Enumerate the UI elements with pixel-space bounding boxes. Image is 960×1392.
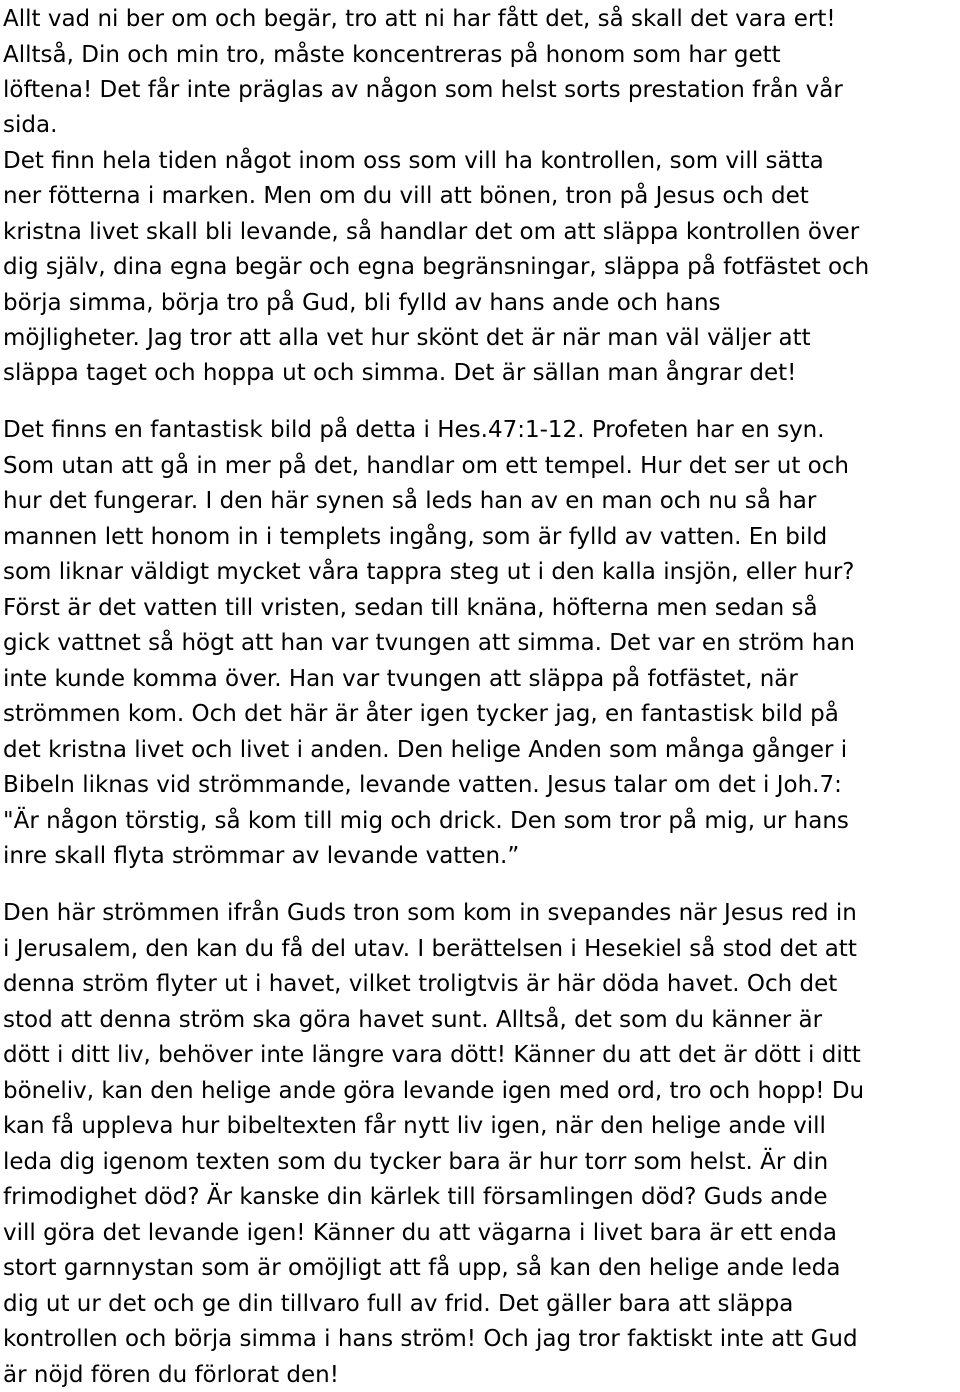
text-line: stod att denna ström ska göra havet sunt. Alltså, det som du känner är	[3, 1007, 823, 1033]
text-line: Alltså, Din och min tro, måste koncentreras på honom som har gett	[3, 42, 781, 68]
text-line: kristna livet skall bli levande, så handlar det om att släppa kontrollen över	[3, 219, 860, 245]
text-line: i Jerusalem, den kan du få del utav. I berättelsen i Hesekiel så stod det att	[3, 936, 857, 962]
text-line: mannen lett honom in i templets ingång, som är fylld av vatten. En bild	[3, 524, 828, 550]
text-line: stort garnnystan som är omöjligt att få upp, så kan den helige ande leda	[3, 1255, 841, 1281]
text-line: vill göra det levande igen! Känner du att vägarna i livet bara är ett enda	[3, 1220, 837, 1246]
text-line: det kristna livet och livet i anden. Den helige Anden som många gånger i	[3, 737, 848, 763]
text-line: inte kunde komma över. Han var tvungen att släppa på fotfästet, när	[3, 666, 798, 692]
text-line: Bibeln liknas vid strömmande, levande vatten. Jesus talar om det i Joh.7:	[3, 772, 842, 798]
text-line: denna ström flyter ut i havet, vilket troligtvis är här döda havet. Och det	[3, 971, 838, 997]
text-line: börja simma, börja tro på Gud, bli fylld av hans ande och hans	[3, 290, 721, 316]
text-line: dig ut ur det och ge din tillvaro full av frid. Det gäller bara att släppa	[3, 1291, 794, 1317]
text-line: strömmen kom. Och det här är åter igen tycker jag, en fantastisk bild på	[3, 701, 839, 727]
text-line: Det finns en fantastisk bild på detta i Hes.47:1-12. Profeten har en syn.	[3, 417, 825, 443]
text-line: dig själv, dina egna begär och egna begränsningar, släppa på fotfästet och	[3, 254, 870, 280]
text-line: släppa taget och hoppa ut och simma. Det är sällan man ångrar det!	[3, 360, 797, 386]
text-line: gick vattnet så högt att han var tvungen att simma. Det var en ström han	[3, 630, 855, 656]
text-line: kontrollen och börja simma i hans ström! Och jag tror faktiskt inte att Gud	[3, 1326, 858, 1352]
text-line: hur det fungerar. I den här synen så leds han av en man och nu så har	[3, 488, 817, 514]
text-line: Den här strömmen ifrån Guds tron som kom in svepandes när Jesus red in	[3, 900, 857, 926]
text-line: ner fötterna i marken. Men om du vill att bönen, tron på Jesus och det	[3, 183, 809, 209]
text-line: möjligheter. Jag tror att alla vet hur skönt det är när man väl väljer att	[3, 325, 811, 351]
text-line: "Är någon törstig, så kom till mig och drick. Den som tror på mig, ur hans	[3, 808, 849, 834]
text-line: sida.	[3, 112, 58, 138]
text-line: kan få uppleva hur bibeltexten får nytt liv igen, när den helige ande vill	[3, 1113, 826, 1139]
text-line: inre skall flyta strömmar av levande vatten.”	[3, 843, 520, 869]
text-line: löftena! Det får inte präglas av någon som helst sorts prestation från vår	[3, 77, 843, 103]
text-line: Som utan att gå in mer på det, handlar om ett tempel. Hur det ser ut och	[3, 453, 849, 479]
text-line: som liknar väldigt mycket våra tappra steg ut i den kalla insjön, eller hur?	[3, 559, 855, 585]
text-line: frimodighet död? Är kanske din kärlek till församlingen död? Guds ande	[3, 1184, 828, 1210]
text-line: Allt vad ni ber om och begär, tro att ni har fått det, så skall det vara ert!	[3, 6, 836, 32]
text-line: böneliv, kan den helige ande göra levande igen med ord, tro och hopp! Du	[3, 1078, 865, 1104]
text-line: Det finn hela tiden något inom oss som vill ha kontrollen, som vill sätta	[3, 148, 824, 174]
text-line: dött i ditt liv, behöver inte längre vara dött! Känner du att det är dött i ditt	[3, 1042, 861, 1068]
text-line: leda dig igenom texten som du tycker bara är hur torr som helst. Är din	[3, 1149, 829, 1175]
text-line: är nöjd fören du förlorat den!	[3, 1362, 339, 1388]
text-line: Först är det vatten till vristen, sedan till knäna, höfterna men sedan så	[3, 595, 818, 621]
